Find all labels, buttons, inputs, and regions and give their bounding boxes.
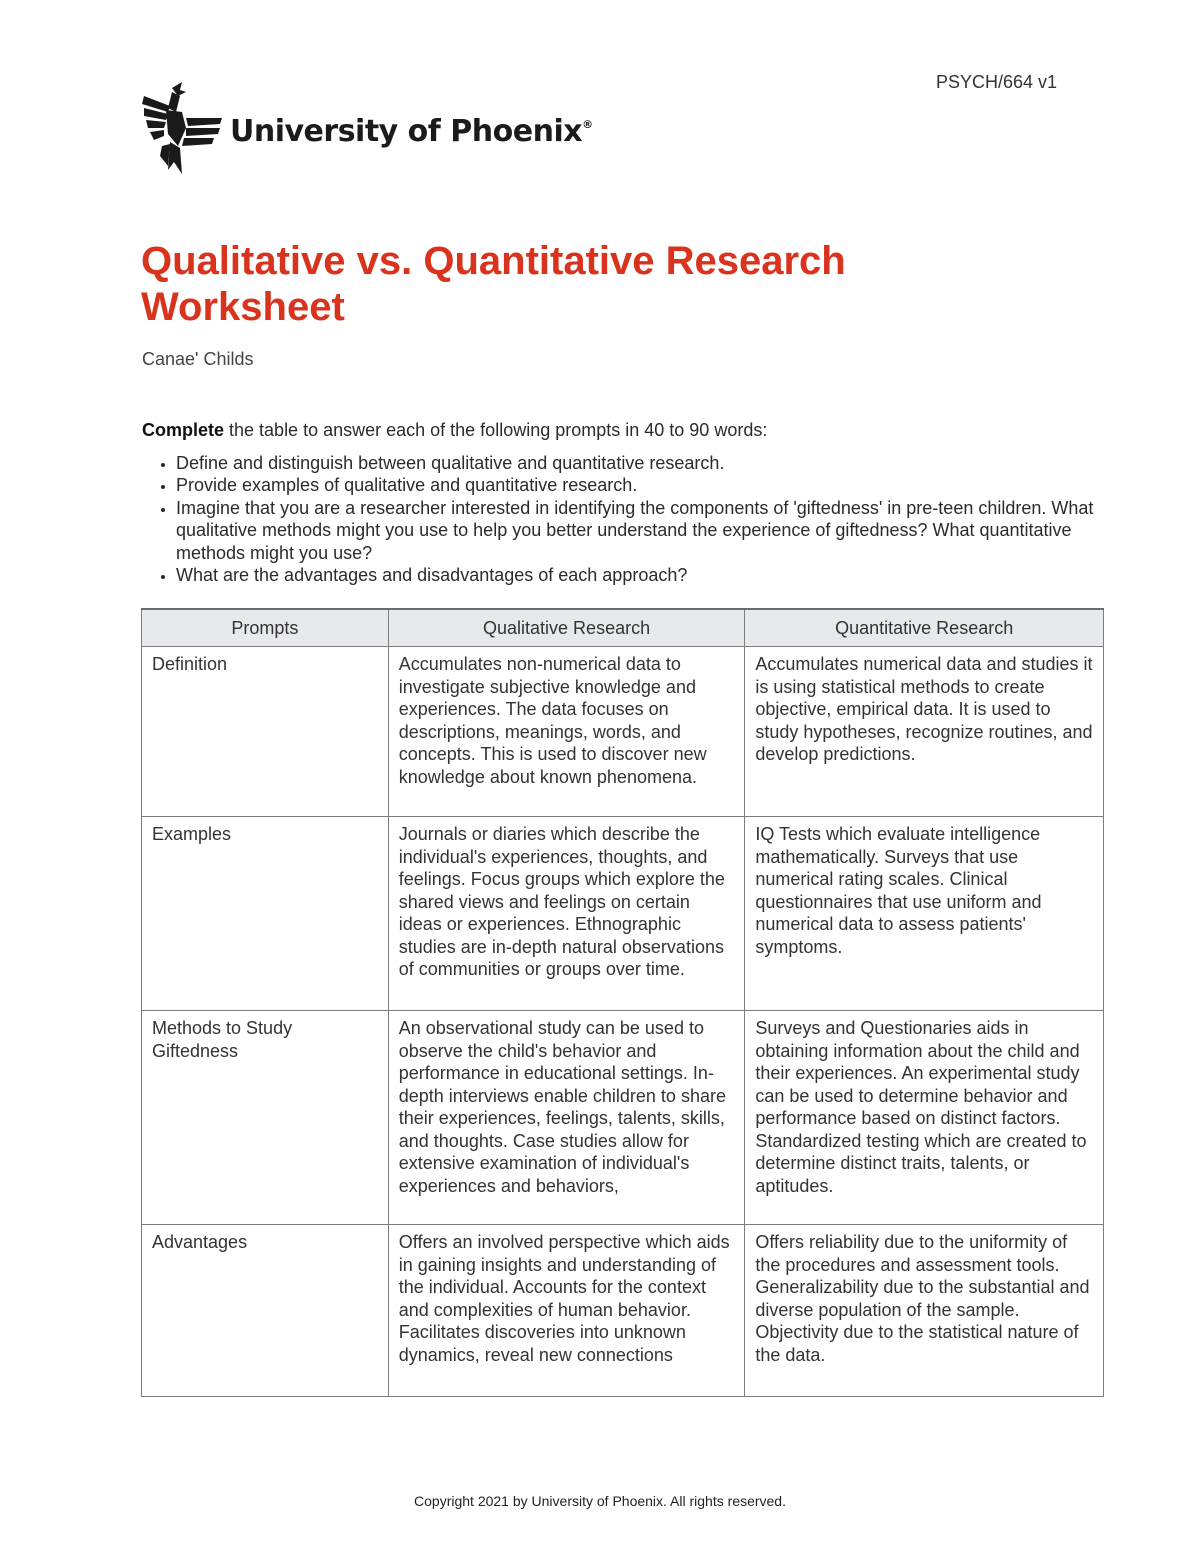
qualitative-cell: Journals or diaries which describe the individual's experiences, thoughts, and feelings. Focus groups which explore the shared views and feelings on certain ideas or experiences. Ethnographic studies are in-depth natural observations of communities or groups over time. [388, 817, 745, 1011]
registered-mark: ® [582, 117, 593, 131]
column-header-qualitative: Qualitative Research [388, 609, 745, 647]
document-title: Qualitative vs. Quantitative Research Worksheet [141, 239, 846, 329]
prompt-bullet: • Provide examples of qualitative and quantitative research. [176, 474, 1102, 497]
table-row [142, 1225, 1104, 1397]
prompt-bullet: • Define and distinguish between qualitative and quantitative research. [176, 452, 1102, 475]
instruction-rest: the table to answer each of the following prompts in 40 to 90 words: [224, 420, 768, 440]
quantitative-cell: Offers reliability due to the uniformity of the procedures and assessment tools. Generalizability due to the substantial and diverse population of the sample. Objectivity due to the statistical nature of the data. [745, 1225, 1104, 1397]
prompt-cell: Advantages [142, 1225, 389, 1397]
column-header-prompts: Prompts [142, 609, 389, 647]
table-header-row [142, 609, 1104, 647]
prompt-cell: Definition [142, 647, 389, 817]
instruction-bold: Complete [142, 420, 225, 440]
quantitative-cell: Accumulates numerical data and studies it is using statistical methods to create objective, empirical data. It is used to study hypotheses, recognize routines, and develop predictions. [745, 647, 1104, 817]
instructions [142, 419, 1102, 587]
instruction-text [142, 419, 1102, 442]
qualitative-cell: Accumulates non-numerical data to investigate subjective knowledge and experiences. The data focuses on descriptions, meanings, words, and concepts. This is used to discover new knowledge about known phenomena. [388, 647, 745, 817]
prompt-cell: Examples [142, 817, 389, 1011]
table-row [142, 817, 1104, 1011]
quantitative-cell: IQ Tests which evaluate intelligence mathematically. Surveys that use numerical rating scales. Clinical questionnaires that use uniform and numerical data to assess patients' symptoms. [745, 817, 1104, 1011]
prompt-bullet: • Imagine that you are a researcher interested in identifying the components of 'giftedness' in pre-teen children. What qualitative methods might you use to help you better understand the experience of giftedness? What quantitative methods might you use? [176, 497, 1102, 565]
copyright-footer: Copyright 2021 by University of Phoenix. All rights reserved. [414, 1493, 786, 1509]
prompt-bullet: • What are the advantages and disadvantages of each approach? [176, 564, 1102, 587]
author-name: Canae' Childs [142, 349, 254, 369]
qualitative-cell: An observational study can be used to observe the child's behavior and performance in educational settings. In-depth interviews enable children to share their experiences, feelings, talents, skills, and thoughts. Case studies allow for extensive examination of individual's experiences and behaviors, [388, 1011, 745, 1225]
research-table [141, 608, 1104, 1397]
phoenix-bird-icon [142, 82, 222, 176]
quantitative-cell: Surveys and Questionaries aids in obtaining information about the child and their experiences. An experimental study can be used to determine behavior and performance based on distinct factors. Standardized testing which are created to determine distinct traits, talents, or aptitudes. [745, 1011, 1104, 1225]
prompt-list [142, 452, 1102, 587]
column-header-quantitative: Quantitative Research [745, 609, 1104, 647]
university-logo [142, 82, 593, 176]
table-row [142, 647, 1104, 817]
qualitative-cell: Offers an involved perspective which aids in gaining insights and understanding of the individual. Accounts for the context and complexities of human behavior. Facilitates discoveries into unknown dynamics, reveal new connections [388, 1225, 745, 1397]
logo-text: University of Phoenix® [230, 113, 593, 149]
table-row [142, 1011, 1104, 1225]
prompt-cell: Methods to Study Giftedness [142, 1011, 389, 1225]
course-code: PSYCH/664 v1 [935, 72, 1057, 92]
